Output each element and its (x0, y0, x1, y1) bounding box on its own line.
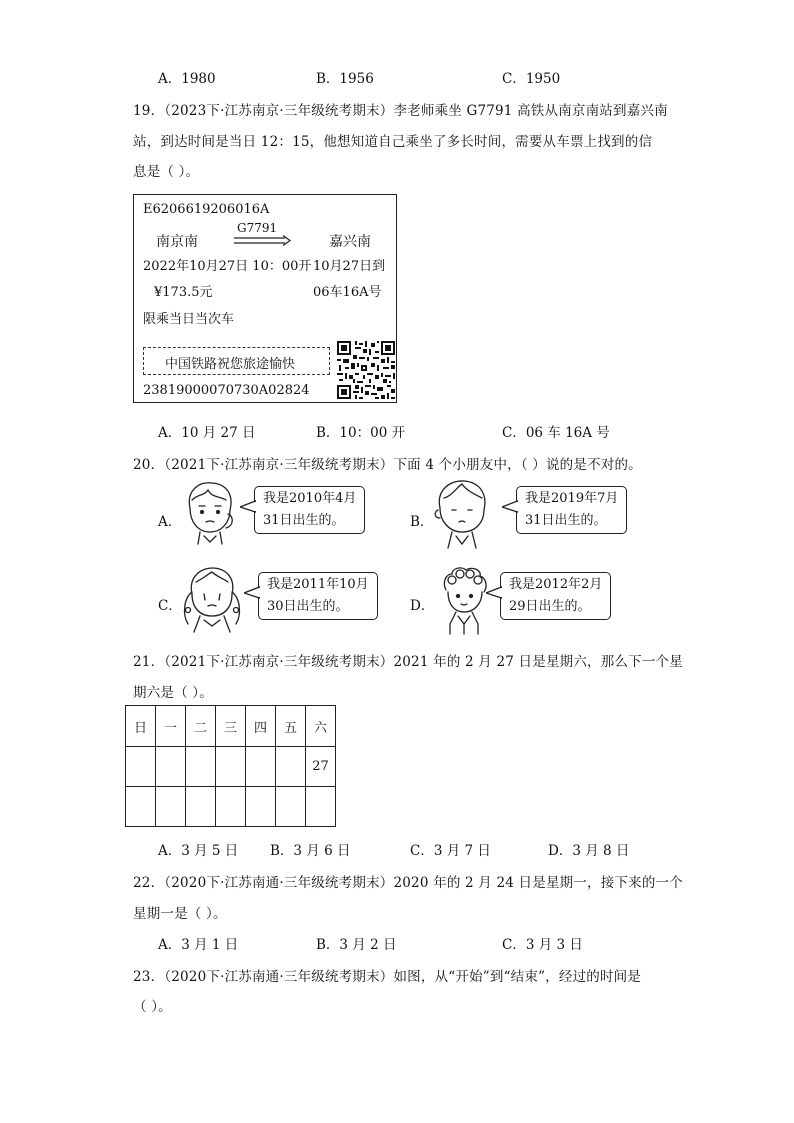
ticket-limit-note: 限乘当日当次车 (143, 312, 235, 327)
ticket-seat: 06车16A号 (313, 285, 382, 300)
girl-avatar-icon (178, 564, 246, 636)
ticket-arrive-date: 10月27日到 (313, 259, 386, 274)
q20-option-c-label[interactable]: C． (158, 598, 182, 614)
q22-text-line2: 星期一是（ ）。 (133, 906, 227, 922)
calendar-week-row (126, 747, 336, 787)
q22-option-c[interactable]: C．3 月 3 日 (502, 937, 583, 953)
weekday-wed: 三 (216, 706, 246, 747)
bubble-b-tail (502, 500, 518, 514)
qr-code-icon (337, 341, 395, 399)
calendar-cell (186, 747, 216, 787)
weekday-thu: 四 (246, 706, 276, 747)
weekday-mon: 一 (156, 706, 186, 747)
calendar-cell (216, 747, 246, 787)
bubble-a-line1: 我是2010年4月 (263, 491, 357, 506)
calendar-cell (306, 787, 336, 827)
calendar-table (125, 705, 336, 827)
q21-option-a[interactable]: A．3 月 5 日 (158, 843, 239, 859)
q19-option-a[interactable]: A．10 月 27 日 (158, 425, 256, 441)
q18-option-c[interactable]: C．1950 (502, 71, 561, 87)
calendar-cell (246, 787, 276, 827)
q21-option-d[interactable]: D．3 月 8 日 (548, 843, 630, 859)
q20-text-line1: 20．（2021下·江苏南京·三年级统考期末）下面 4 个小朋友中，（ ）说的是不对的。 (133, 457, 642, 473)
calendar-week-row (126, 787, 336, 827)
ticket-slogan: 中国铁路祝您旅途愉快 (165, 357, 296, 372)
calendar-cell (276, 787, 306, 827)
q23-text-line2: （ ）。 (133, 999, 172, 1015)
arrow-right-icon (233, 235, 293, 247)
q18-option-a[interactable]: A．1980 (158, 71, 216, 87)
q22-option-b[interactable]: B．3 月 2 日 (316, 937, 397, 953)
speech-bubble-b (516, 486, 627, 534)
weekday-tue: 二 (186, 706, 216, 747)
q21-text-line1: 21．（2021下·江苏南京·三年级统考期末）2021 年的 2 月 27 日是星期六，那么下一个星 (133, 654, 683, 670)
bubble-a-line2: 31日出生的。 (263, 513, 345, 528)
q22-text-line1: 22．（2020下·江苏南通·三年级统考期末）2020 年的 2 月 24 日是星期一，接下来的一个 (133, 875, 683, 891)
ticket-code: 23819000070730A02824 (143, 383, 310, 398)
q22-option-a[interactable]: A．3 月 1 日 (158, 937, 239, 953)
bubble-d-line2: 29日出生的。 (509, 599, 591, 614)
speech-bubble-a (254, 486, 365, 534)
weekday-sun: 日 (126, 706, 156, 747)
calendar-header-row (126, 706, 336, 747)
q19-text-line1: 19．（2023下·江苏南京·三年级统考期末）李老师乘坐 G7791 高铁从南京南站到嘉兴南 (133, 103, 668, 119)
q21-option-c[interactable]: C．3 月 7 日 (410, 843, 491, 859)
ticket-train-number: G7791 (237, 221, 278, 235)
q19-text-line2: 站，到达时间是当日 12：15，他想知道自己乘坐了多长时间，需要从车票上找到的信 (133, 134, 653, 150)
q20-option-b-label[interactable]: B． (410, 514, 434, 530)
q23-text-line1: 23．（2020下·江苏南通·三年级统考期末）如图，从“开始”到“结束”，经过的时间是 (133, 969, 642, 985)
bubble-c-line1: 我是2011年10月 (267, 577, 369, 592)
ticket-from-station: 南京南 (156, 234, 198, 250)
q19-option-c[interactable]: C．06 车 16A 号 (502, 425, 610, 441)
q20-option-a-label[interactable]: A． (158, 514, 182, 530)
boy-avatar-icon (180, 478, 240, 554)
boy-avatar-icon (432, 476, 494, 554)
bubble-d-tail (486, 586, 502, 600)
ticket-depart-time: 2022年10月27日 10：00开 (143, 259, 312, 274)
bubble-c-line2: 30日出生的。 (267, 599, 349, 614)
calendar-cell (186, 787, 216, 827)
q18-option-b[interactable]: B．1956 (316, 71, 374, 87)
bubble-a-tail (240, 500, 256, 514)
q19-text-line3: 息是（ ）。 (133, 164, 200, 180)
speech-bubble-d (500, 572, 611, 620)
ticket-serial: E6206619206016A (143, 202, 270, 217)
bubble-b-line1: 我是2019年7月 (525, 491, 619, 506)
calendar-cell-27: 27 (306, 747, 336, 787)
calendar-cell (216, 787, 246, 827)
bubble-d-line1: 我是2012年2月 (509, 577, 603, 592)
calendar-cell (246, 747, 276, 787)
bubble-b-line2: 31日出生的。 (525, 513, 607, 528)
q21-option-b[interactable]: B．3 月 6 日 (270, 843, 351, 859)
speech-bubble-c (258, 572, 378, 620)
ticket-to-station: 嘉兴南 (329, 234, 371, 250)
bubble-c-tail (244, 586, 260, 600)
train-ticket (133, 194, 397, 403)
weekday-sat: 六 (306, 706, 336, 747)
q19-option-b[interactable]: B．10：00 开 (316, 425, 406, 441)
calendar-cell (156, 787, 186, 827)
q21-text-line2: 期六是（ ）。 (133, 685, 213, 701)
calendar-cell (126, 747, 156, 787)
calendar-cell (156, 747, 186, 787)
weekday-fri: 五 (276, 706, 306, 747)
q20-option-d-label[interactable]: D． (410, 598, 435, 614)
calendar-cell (276, 747, 306, 787)
calendar-cell (126, 787, 156, 827)
boy-curly-avatar-icon (436, 564, 492, 636)
ticket-price: ¥173.5元 (154, 285, 213, 300)
